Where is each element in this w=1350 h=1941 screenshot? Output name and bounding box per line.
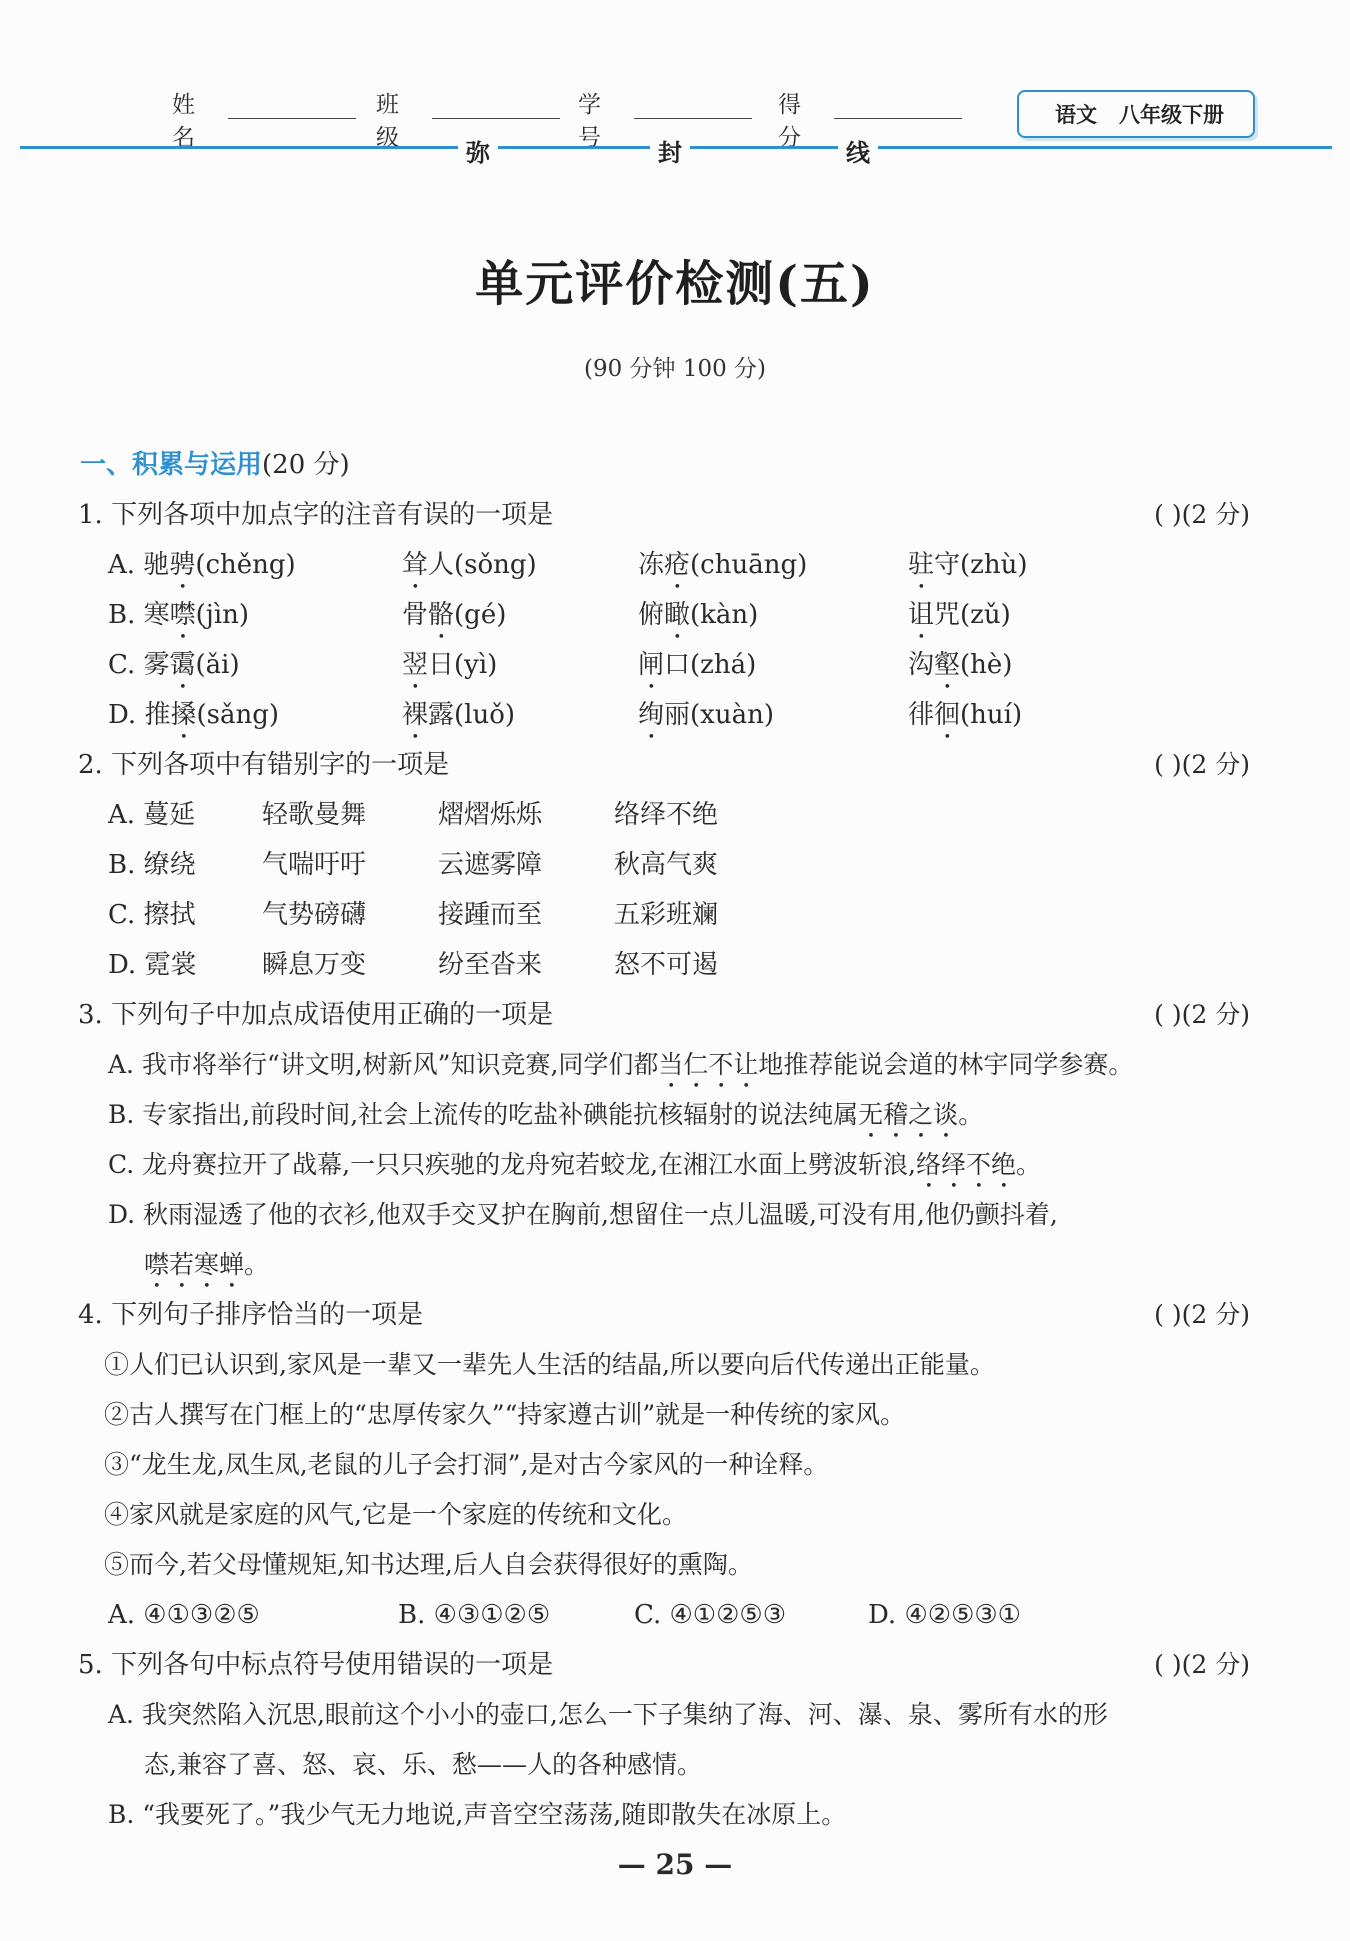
q3-c-text-end: 。 — [1016, 1150, 1042, 1179]
q2-a-word-4: 络绎不绝 — [614, 800, 719, 830]
question-4-stem: 4. 下列句子排序恰当的一项是 — [78, 1300, 424, 1330]
page-title: 单元评价检测(五) — [475, 256, 875, 312]
q3-b-text-end: 。 — [958, 1100, 984, 1129]
q3-a-text-end: 地推荐能说会道的林宇同学参赛。 — [758, 1050, 1134, 1079]
q4-option-c[interactable]: C. ④①②⑤③ — [634, 1600, 787, 1630]
section-heading — [80, 445, 350, 485]
seal-char-2: 封 — [650, 133, 690, 163]
q4-sentence-4: ④家风就是家庭的风气,它是一个家庭的传统和文化。 — [104, 1500, 687, 1529]
grade-name: 八年级下册 — [1119, 103, 1224, 127]
question-3-stem: 3. 下列句子中加点成语使用正确的一项是 — [78, 1000, 554, 1030]
q3-option-d-cont — [144, 1245, 269, 1285]
q2-d-word-4: 怒不可遏 — [614, 950, 719, 980]
question-2-score[interactable]: ( )(2 分) — [1154, 750, 1250, 779]
q1-option-a[interactable]: A. 驰骋(chěng) 耸人(sǒng) 冻疮(chuāng) 驻守(zhù) — [108, 550, 1028, 580]
class-label: 班级 — [376, 92, 399, 151]
q3-a-text: A. 我市将举行“讲文明,树新风”知识竞赛,同学们都 — [108, 1050, 659, 1079]
q2-a-word-3: 熠熠烁烁 — [438, 800, 543, 830]
q4-sentence-1: ①人们已认识到,家风是一辈又一辈先人生活的结晶,所以要向后代传递出正能量。 — [104, 1350, 995, 1379]
section-score: (20 分) — [262, 450, 350, 480]
question-3 — [78, 995, 1250, 1035]
q2-c-word-1: C. 擦拭 — [108, 900, 196, 930]
student-id-blank-line[interactable] — [634, 118, 752, 119]
q1-option-c[interactable]: C. 雾霭(ǎi) 翌日(yì) 闸口(zhá) 沟壑(hè) — [108, 650, 1013, 680]
q3-b-idiom: 无稽之谈 — [858, 1100, 959, 1129]
q3-b-text: B. 专家指出,前段时间,社会上流传的吃盐补碘能抗核辐射的说法纯属 — [108, 1100, 859, 1129]
question-2 — [78, 745, 1250, 785]
q1-option-b[interactable]: B. 寒噤(jìn) 骨骼(gé) 俯瞰(kàn) 诅咒(zǔ) — [108, 600, 1011, 630]
q2-a-word-2: 轻歌曼舞 — [262, 800, 367, 830]
q2-b-word-3: 云遮雾障 — [438, 850, 543, 880]
q3-d-text: D. 秋雨湿透了他的衣衫,他双手交叉护在胸前,想留住一点儿温暖,可没有用,他仍颤抖着, — [108, 1200, 1058, 1229]
q5-option-a[interactable] — [108, 1695, 1108, 1735]
name-label: 姓名 — [172, 92, 195, 151]
q2-c-word-4: 五彩班斓 — [614, 900, 719, 930]
q3-option-c[interactable] — [108, 1145, 1041, 1185]
q5-option-a-cont: 态,兼容了喜、怒、哀、乐、愁——人的各种感情。 — [144, 1750, 702, 1779]
seal-char-1: 弥 — [458, 133, 498, 163]
seal-char-3: 线 — [838, 133, 878, 163]
q3-option-a[interactable] — [108, 1045, 1133, 1085]
q4-sentence-2: ②古人撰写在门框上的“忠厚传家久”“持家遵古训”就是一种传统的家风。 — [104, 1400, 906, 1429]
q3-d-idiom: 噤若寒蝉 — [144, 1250, 245, 1279]
section-title: 一、积累与运用 — [80, 450, 263, 480]
page-subtitle: (90 分钟 100 分) — [583, 356, 767, 382]
student-id-label: 学号 — [578, 92, 601, 151]
subject-name: 语文 — [1055, 103, 1097, 127]
q2-b-word-2: 气喘吁吁 — [262, 850, 367, 880]
q2-option-a[interactable] — [108, 795, 908, 835]
q2-option-c[interactable] — [108, 895, 908, 935]
q2-option-d[interactable] — [108, 945, 908, 985]
q4-option-d[interactable]: D. ④②⑤③① — [868, 1600, 1021, 1630]
q4-sentence-5: ⑤而今,若父母懂规矩,知书达理,后人自会获得很好的熏陶。 — [104, 1550, 753, 1579]
q2-c-word-3: 接踵而至 — [438, 900, 543, 930]
question-2-stem: 2. 下列各项中有错别字的一项是 — [78, 750, 450, 780]
question-3-score[interactable]: ( )(2 分) — [1154, 1000, 1250, 1029]
q3-c-idiom: 络绎不绝 — [915, 1150, 1016, 1179]
q3-d-text-end: 。 — [244, 1250, 270, 1279]
q4-option-a[interactable]: A. ④①③②⑤ — [108, 1600, 260, 1630]
question-5 — [78, 1645, 1250, 1685]
class-blank-line[interactable] — [432, 118, 560, 119]
q2-d-word-2: 瞬息万变 — [262, 950, 367, 980]
q2-b-word-1: B. 缭绕 — [108, 850, 196, 880]
q2-a-word-1: A. 蔓延 — [108, 800, 196, 830]
q3-option-b[interactable] — [108, 1095, 983, 1135]
score-blank-line[interactable] — [834, 118, 962, 119]
q2-c-word-2: 气势磅礴 — [262, 900, 367, 930]
q2-b-word-4: 秋高气爽 — [614, 850, 719, 880]
q2-d-word-3: 纷至沓来 — [438, 950, 543, 980]
page-number: — 25 — — [617, 1848, 733, 1881]
question-1-stem: 1. 下列各项中加点字的注音有误的一项是 — [78, 500, 554, 530]
subject-badge — [1017, 90, 1255, 138]
question-4 — [78, 1295, 1250, 1335]
q5-option-b[interactable]: B. “我要死了。”我少气无力地说,声音空空荡荡,随即散失在冰原上。 — [108, 1800, 847, 1829]
question-5-score[interactable]: ( )(2 分) — [1154, 1650, 1250, 1679]
q4-option-b[interactable]: B. ④③①②⑤ — [398, 1600, 551, 1630]
question-5-stem: 5. 下列各句中标点符号使用错误的一项是 — [78, 1650, 554, 1680]
q4-options — [108, 1595, 1108, 1635]
question-1-score[interactable]: ( )(2 分) — [1154, 500, 1250, 529]
score-label: 得分 — [778, 92, 801, 151]
q5-a-text: A. 我突然陷入沉思,眼前这个小小的壶口,怎么一下子集纳了海、河、瀑、泉、雾所有水的形 — [108, 1700, 1108, 1729]
question-4-score[interactable]: ( )(2 分) — [1154, 1300, 1250, 1329]
name-blank-line[interactable] — [228, 118, 356, 119]
q3-a-idiom: 当仁不让 — [658, 1050, 759, 1079]
q2-option-b[interactable] — [108, 845, 908, 885]
q3-c-text: C. 龙舟赛拉开了战幕,一只只疾驰的龙舟宛若蛟龙,在湘江水面上劈波斩浪, — [108, 1150, 916, 1179]
q3-option-d[interactable] — [108, 1195, 1058, 1235]
question-1 — [78, 495, 1250, 535]
q2-d-word-1: D. 霓裳 — [108, 950, 197, 980]
q4-sentence-3: ③“龙生龙,凤生凤,老鼠的儿子会打洞”,是对古今家风的一种诠释。 — [104, 1450, 829, 1479]
q1-option-d[interactable]: D. 推搡(sǎng) 裸露(luǒ) 绚丽(xuàn) 徘徊(huí) — [108, 700, 1023, 730]
